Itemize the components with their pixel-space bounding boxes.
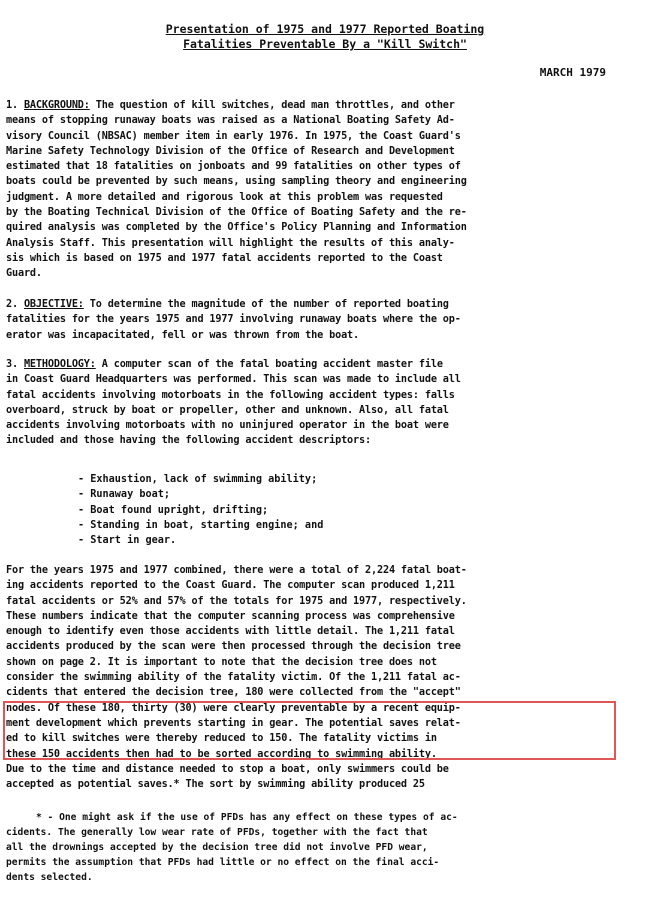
paragraph-line: 3. METHODOLOGY: A computer scan of the fatal boating accident master file [6, 359, 443, 370]
section-heading: METHODOLOGY: [23, 359, 96, 370]
section-heading: BACKGROUND: [23, 100, 90, 111]
paragraph-line: accidents involving motorboats with no uninjured operator in the boat were [6, 420, 449, 432]
paragraph-line: enough to identify even those accidents with little detail. The 1,211 fatal [6, 626, 455, 638]
section-heading: OBJECTIVE: [23, 299, 84, 310]
list-item: - Exhaustion, lack of swimming ability; [78, 474, 318, 485]
section-objective [6, 297, 614, 343]
paragraph-line: by the Boating Technical Division of the Office of Boating Safety and the re- [6, 207, 467, 219]
paragraph-line: Due to the time and distance needed to stop a boat, only swimmers could be [6, 763, 449, 775]
paragraph-line: visory Council (NBSAC) member item in early 1976. In 1975, the Coast Guard's [6, 130, 461, 142]
paragraph-line: Marine Safety Technology Division of the Office of Research and Development [6, 145, 455, 157]
section-number: 3. [6, 359, 18, 370]
document-date: MARCH 1979 [539, 66, 606, 79]
paragraph-line: included and those having the following accident descriptors: [6, 435, 371, 447]
paragraph-line: 1. BACKGROUND: The question of kill switches, dead man throttles, and other [6, 100, 455, 111]
document-title-line-1: Presentation of 1975 and 1977 Reported Boating [165, 22, 485, 36]
paragraph-line: accidents produced by the scan were then processed through the decision tree [6, 641, 461, 653]
paragraph-line: consider the swimming ability of the fatality victim. Of the 1,211 fatal ac- [6, 672, 461, 684]
paragraph-line: nodes. Of these 180, thirty (30) were clearly preventable by a recent equip- [6, 702, 461, 714]
paragraph-line: these 150 accidents then had to be sorted according to swimming ability. [6, 748, 437, 760]
footnote [6, 810, 618, 885]
list-item: - Runaway boat; [78, 489, 171, 501]
paragraph-line: fatal accidents involving motorboats in the following accident types: falls [6, 389, 455, 401]
descriptor-list [78, 472, 323, 548]
footnote-line: all the drownings accepted by the decision tree did not involve PFD wear, [6, 842, 428, 853]
footnote-line: dents selected. [6, 872, 93, 883]
paragraph-line: accepted as potential saves.* The sort by swimming ability produced 25 [6, 779, 425, 791]
paragraph-line: sis which is based on 1975 and 1977 fatal accidents reported to the Coast [6, 252, 443, 264]
paragraph-line: judgment. A more detailed and rigorous look at this problem was requested [6, 191, 443, 203]
paragraph-line: ed to kill switches were thereby reduced to 150. The fatality victims in [6, 733, 437, 745]
paragraph-line: Analysis Staff. This presentation will highlight the results of this analy- [6, 237, 455, 249]
list-item: - Standing in boat, starting engine; and [78, 519, 324, 531]
paragraph-line: means of stopping runaway boats was raised as a National Boating Safety Ad- [6, 115, 455, 127]
paragraph-line: For the years 1975 and 1977 combined, there were a total of 2,224 fatal boat- [6, 565, 467, 576]
footnote-line: * - One might ask if the use of PFDs has any effect on these types of ac- [36, 812, 458, 823]
footnote-line: permits the assumption that PFDs had little or no effect on the final acci- [6, 857, 440, 868]
paragraph-line: fatal accidents or 52% and 57% of the totals for 1975 and 1977, respectively. [6, 595, 467, 607]
paragraph-line: ing accidents reported to the Coast Guard. The computer scan produced 1,211 [6, 580, 455, 592]
paragraph-line: These numbers indicate that the computer scanning process was comprehensive [6, 610, 455, 622]
footnote-line: cidents. The generally low wear rate of PFDs, together with the fact that [6, 827, 428, 838]
paragraph-line: overboard, struck by boat or propeller, other and unknown. Also, all fatal [6, 404, 449, 416]
paragraph-line: shown on page 2. It is important to note that the decision tree does not [6, 656, 437, 668]
paragraph-line: fatalities for the years 1975 and 1977 involving runaway boats where the op- [6, 314, 461, 326]
section-number: 2. [6, 299, 18, 310]
paragraph-line: estimated that 18 fatalities on jonboats and 99 fatalities on other types of [6, 161, 461, 173]
paragraph-line: in Coast Guard Headquarters was performed. This scan was made to include all [6, 374, 461, 386]
paragraph-line: erator was incapacitated, fell or was thrown from the boat. [6, 329, 360, 341]
paragraph-line: ment development which prevents starting in gear. The potential saves relat- [6, 717, 461, 729]
section-background [6, 98, 614, 282]
list-item: - Boat found upright, drifting; [78, 504, 269, 516]
document-title-line-2: Fatalities Preventable By a "Kill Switch" [183, 37, 467, 51]
paragraph-line: quired analysis was completed by the Office's Policy Planning and Information [6, 222, 467, 234]
list-item: - Start in gear. [78, 535, 177, 547]
paragraph-line: cidents that entered the decision tree, 180 were collected from the "accept" [6, 687, 461, 699]
section-methodology [6, 357, 614, 449]
highlight-box [3, 701, 616, 760]
paragraph-line: Guard. [6, 268, 42, 280]
paragraph-line: 2. OBJECTIVE: To determine the magnitude of the number of reported boating [6, 299, 449, 310]
paragraph-line: boats could be prevented by such means, using sampling theory and engineering [6, 176, 467, 188]
section-number: 1. [6, 100, 18, 111]
